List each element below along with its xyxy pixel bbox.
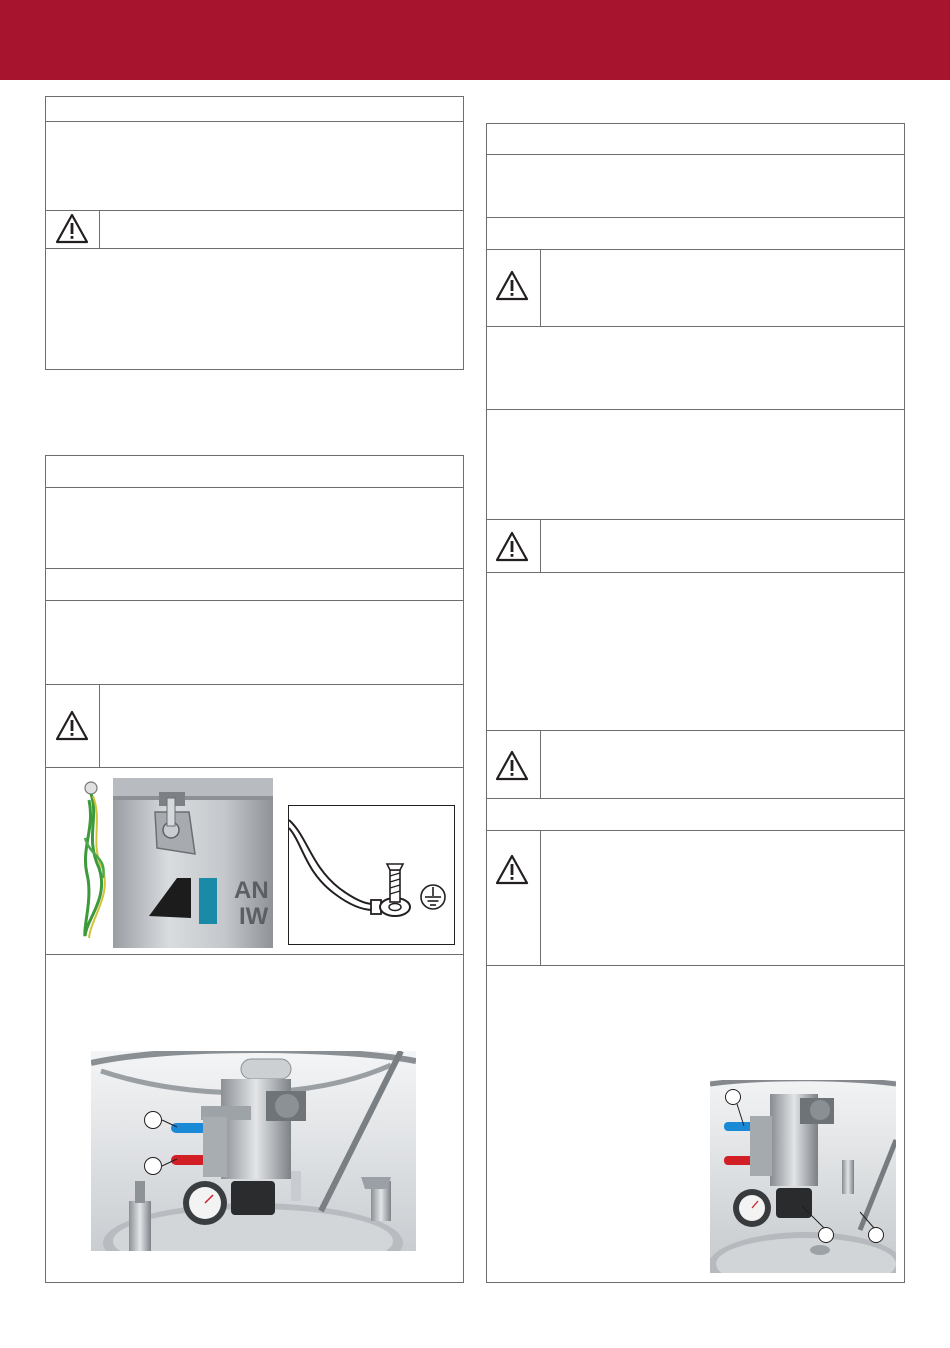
panel-row-divider (487, 326, 904, 327)
warning-triangle-icon (495, 270, 529, 302)
panel-row-divider (487, 730, 904, 731)
panel-row-divider (46, 954, 463, 955)
panel-row-divider (46, 568, 463, 569)
panel-row-divider (487, 798, 904, 799)
panel-row-divider (46, 684, 463, 685)
icon-column-divider (540, 519, 541, 572)
panel-row-divider (46, 121, 463, 122)
panel-row-divider (46, 487, 463, 488)
panel-row-divider (487, 409, 904, 410)
panel-row-divider (487, 572, 904, 573)
icon-column-divider (99, 684, 100, 767)
ground-terminal-drawing (288, 805, 455, 945)
icon-column-divider (540, 730, 541, 798)
svg-text:IW: IW (239, 903, 269, 930)
left-panel-2 (45, 455, 464, 1283)
warning-triangle-icon (55, 710, 89, 742)
panel-row-divider (487, 154, 904, 155)
panel-row-divider (487, 965, 904, 966)
panel-row-divider (46, 767, 463, 768)
ground-wire-tank-photo (79, 778, 273, 948)
panel-row-divider (487, 519, 904, 520)
icon-column-divider (99, 210, 100, 248)
panel-row-divider (487, 217, 904, 218)
panel-row-divider (487, 830, 904, 831)
warning-triangle-icon (495, 854, 529, 886)
left-panel-1 (45, 96, 464, 370)
icon-column-divider (540, 249, 541, 326)
panel-row-divider (46, 248, 463, 249)
panel-row-divider (46, 600, 463, 601)
warning-triangle-icon (495, 750, 529, 782)
ground-symbol-icon (289, 806, 454, 944)
icon-column-divider (540, 830, 541, 965)
regulator-photo-right (710, 1080, 896, 1273)
warning-triangle-icon (495, 531, 529, 563)
panel-row-divider (487, 249, 904, 250)
header-band (0, 0, 950, 80)
right-panel (486, 123, 905, 1283)
regulator-photo-left (91, 1051, 416, 1251)
svg-text:AN: AN (234, 877, 269, 904)
warning-triangle-icon (55, 213, 89, 245)
panel-row-divider (46, 210, 463, 211)
